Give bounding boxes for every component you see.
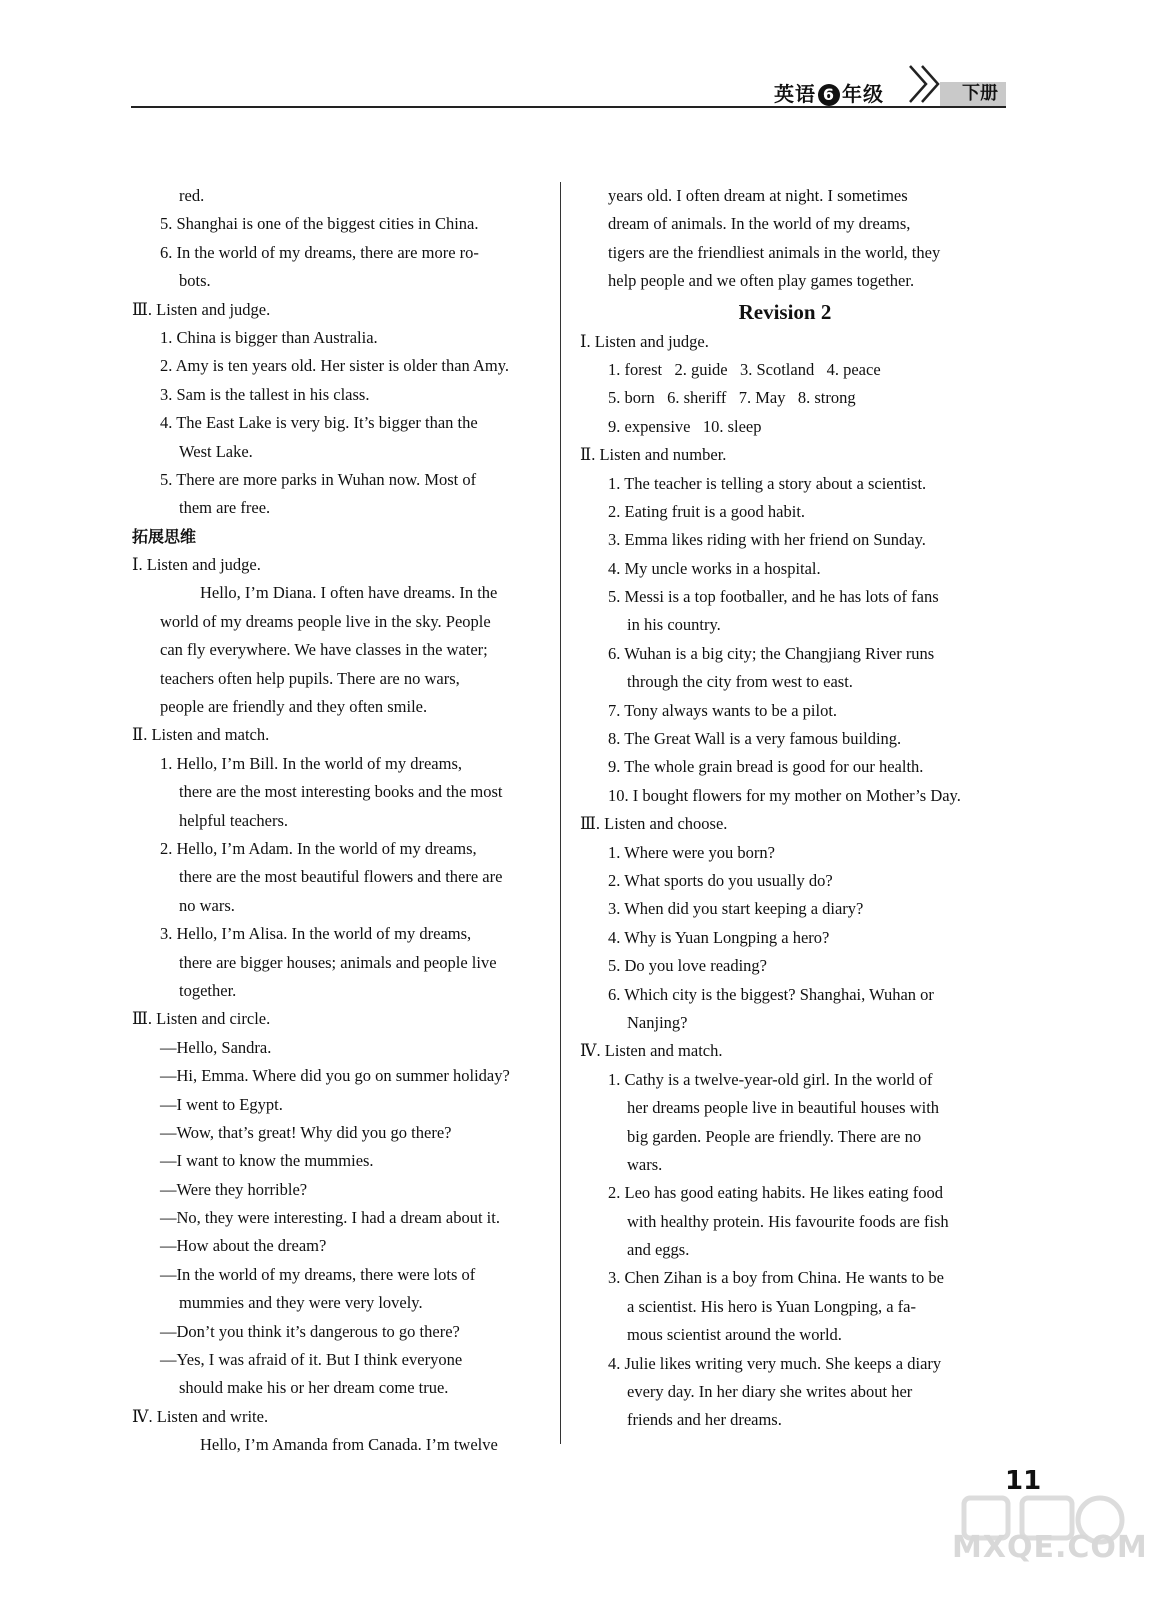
list-item: 2. What sports do you usually do?	[608, 870, 833, 890]
list-item: 1. Cathy is a twelve-year-old girl. In the world of	[608, 1069, 933, 1089]
revision-title: Revision 2	[738, 299, 832, 324]
column-divider	[560, 182, 561, 1444]
dialogue-line: —No, they were interesting. I had a dream about it.	[160, 1208, 500, 1228]
dialogue-line: —In the world of my dreams, there were lots of	[160, 1264, 476, 1284]
list-item: 1. Hello, I’m Bill. In the world of my dreams,	[160, 753, 462, 773]
right-column	[580, 182, 990, 1435]
list-item: 8. The Great Wall is a very famous building.	[608, 729, 902, 749]
text-line: in his country.	[627, 615, 721, 635]
list-item: 7. Tony always wants to be a pilot.	[608, 700, 838, 720]
text-line: a scientist. His hero is Yuan Longping, a fa-	[627, 1296, 916, 1316]
text-line: no wars.	[179, 895, 235, 915]
list-item: 2. Amy is ten years old. Her sister is older than Amy.	[160, 356, 510, 376]
list-item: 3. Hello, I’m Alisa. In the world of my dreams,	[160, 924, 472, 944]
text-line: and eggs.	[627, 1240, 690, 1260]
grade-badge: 6	[818, 84, 840, 106]
watermark-text: MXQE.COM	[952, 1530, 1148, 1565]
page-number: 11	[1005, 1466, 1042, 1496]
text-line: mummies and they were very lovely.	[179, 1293, 423, 1313]
list-item: 4. The East Lake is very big. It’s bigger than the	[160, 413, 478, 433]
dialogue-line: —Were they horrible?	[160, 1179, 308, 1199]
list-item: 2. Hello, I’m Adam. In the world of my dreams,	[160, 838, 477, 858]
text-line: bots.	[179, 271, 211, 291]
list-item: 6. Which city is the biggest? Shanghai, Wuhan or	[608, 984, 934, 1004]
text-line: there are the most beautiful flowers and there are	[179, 867, 503, 887]
section-heading: Ⅲ. Listen and circle.	[132, 1009, 271, 1029]
list-item: 1. The teacher is telling a story about a scientist.	[608, 473, 927, 493]
paragraph-line: teachers often help pupils. There are no wars,	[160, 668, 460, 688]
list-item: 3. Chen Zihan is a boy from China. He wants to be	[608, 1268, 944, 1288]
paragraph-line: tigers are the friendliest animals in the world, they	[608, 242, 941, 262]
section-heading: Ⅳ. Listen and match.	[580, 1041, 723, 1061]
text-line: helpful teachers.	[179, 810, 289, 830]
text-line: big garden. People are friendly. There are no	[627, 1126, 922, 1146]
section-heading: Ⅲ. Listen and judge.	[132, 299, 271, 319]
paragraph-line: help people and we often play games together.	[608, 271, 915, 291]
header-rule	[131, 106, 1006, 108]
dialogue-line: —Wow, that’s great! Why did you go there?	[160, 1122, 452, 1142]
text-line: West Lake.	[179, 441, 253, 461]
section-heading: Ⅱ. Listen and match.	[132, 725, 270, 745]
dialogue-line: —Hello, Sandra.	[160, 1037, 272, 1057]
list-item: 2. Leo has good eating habits. He likes eating food	[608, 1183, 943, 1203]
paragraph-line: Hello, I’m Diana. I often have dreams. In the	[200, 583, 498, 603]
section-heading: Ⅲ. Listen and choose.	[580, 814, 728, 834]
text-line: there are the most interesting books and the most	[179, 782, 503, 802]
volume-label: 下册	[940, 82, 1006, 106]
dialogue-line: —I want to know the mummies.	[160, 1151, 374, 1171]
list-item: 1. Where were you born?	[608, 842, 775, 862]
list-item: 10. I bought flowers for my mother on Mother’s Day.	[608, 785, 961, 805]
answer-row: 1. forest 2. guide 3. Scotland 4. peace	[608, 359, 881, 379]
answer-row: 9. expensive 10. sleep	[608, 416, 762, 436]
text-line: with healthy protein. His favourite foods are fish	[627, 1211, 949, 1231]
header-grade-label: 年级	[842, 82, 884, 106]
list-item: 4. My uncle works in a hospital.	[608, 558, 821, 578]
text-line: her dreams people live in beautiful houses with	[627, 1098, 940, 1118]
answer-row: 5. born 6. sheriff 7. May 8. strong	[608, 388, 856, 408]
list-item: 5. Do you love reading?	[608, 956, 767, 976]
list-item: 5. Shanghai is one of the biggest cities in China.	[160, 214, 479, 234]
section-heading: Ⅱ. Listen and number.	[580, 445, 727, 465]
left-column	[132, 182, 544, 1460]
text-line: should make his or her dream come true.	[179, 1378, 449, 1398]
list-item: 9. The whole grain bread is good for our health.	[608, 757, 924, 777]
list-item: 5. Messi is a top footballer, and he has lots of fans	[608, 587, 939, 607]
text-line: through the city from west to east.	[627, 672, 853, 692]
text-line: wars.	[627, 1154, 663, 1174]
paragraph-line: people are friendly and they often smile.	[160, 697, 428, 717]
dialogue-line: —I went to Egypt.	[160, 1094, 283, 1114]
text-line: every day. In her diary she writes about her	[627, 1382, 913, 1402]
list-item: 6. In the world of my dreams, there are more ro-	[160, 242, 479, 262]
list-item: 3. Emma likes riding with her friend on Sunday.	[608, 530, 926, 550]
section-heading: Ⅰ. Listen and judge.	[580, 331, 709, 351]
section-heading: Ⅳ. Listen and write.	[132, 1406, 269, 1426]
paragraph-line: Hello, I’m Amanda from Canada. I’m twelve	[200, 1435, 498, 1455]
list-item: 5. There are more parks in Wuhan now. Most of	[160, 469, 477, 489]
text-line: there are bigger houses; animals and people live	[179, 952, 497, 972]
list-item: 1. China is bigger than Australia.	[160, 327, 378, 347]
list-item: 6. Wuhan is a big city; the Changjiang River runs	[608, 643, 935, 663]
list-item: 3. When did you start keeping a diary?	[608, 899, 864, 919]
text-line: them are free.	[179, 498, 271, 518]
text-line: friends and her dreams.	[627, 1410, 782, 1430]
paragraph-line: world of my dreams people live in the sky. People	[160, 611, 491, 631]
text-line: together.	[179, 980, 237, 1000]
list-item: 4. Why is Yuan Longping a hero?	[608, 927, 830, 947]
list-item: 3. Sam is the tallest in his class.	[160, 384, 370, 404]
header-subject: 英语	[774, 82, 816, 106]
dialogue-line: —Yes, I was afraid of it. But I think everyone	[160, 1350, 463, 1370]
list-item: 2. Eating fruit is a good habit.	[608, 501, 806, 521]
paragraph-line: dream of animals. In the world of my dreams,	[608, 214, 911, 234]
text-line: red.	[179, 186, 205, 205]
section-title-extension: 拓展思维	[132, 526, 197, 546]
text-line: Nanjing?	[627, 1012, 688, 1032]
paragraph-line: can fly everywhere. We have classes in the water;	[160, 640, 488, 660]
dialogue-line: —Don’t you think it’s dangerous to go there?	[160, 1321, 460, 1341]
dialogue-line: —How about the dream?	[160, 1236, 327, 1256]
book-header-title	[774, 78, 884, 107]
list-item: 4. Julie likes writing very much. She keeps a diary	[608, 1353, 942, 1373]
section-heading: Ⅰ. Listen and judge.	[132, 555, 261, 575]
paragraph-line: years old. I often dream at night. I sometimes	[608, 186, 908, 205]
text-line: mous scientist around the world.	[627, 1325, 842, 1345]
dialogue-line: —Hi, Emma. Where did you go on summer holiday?	[160, 1066, 510, 1086]
